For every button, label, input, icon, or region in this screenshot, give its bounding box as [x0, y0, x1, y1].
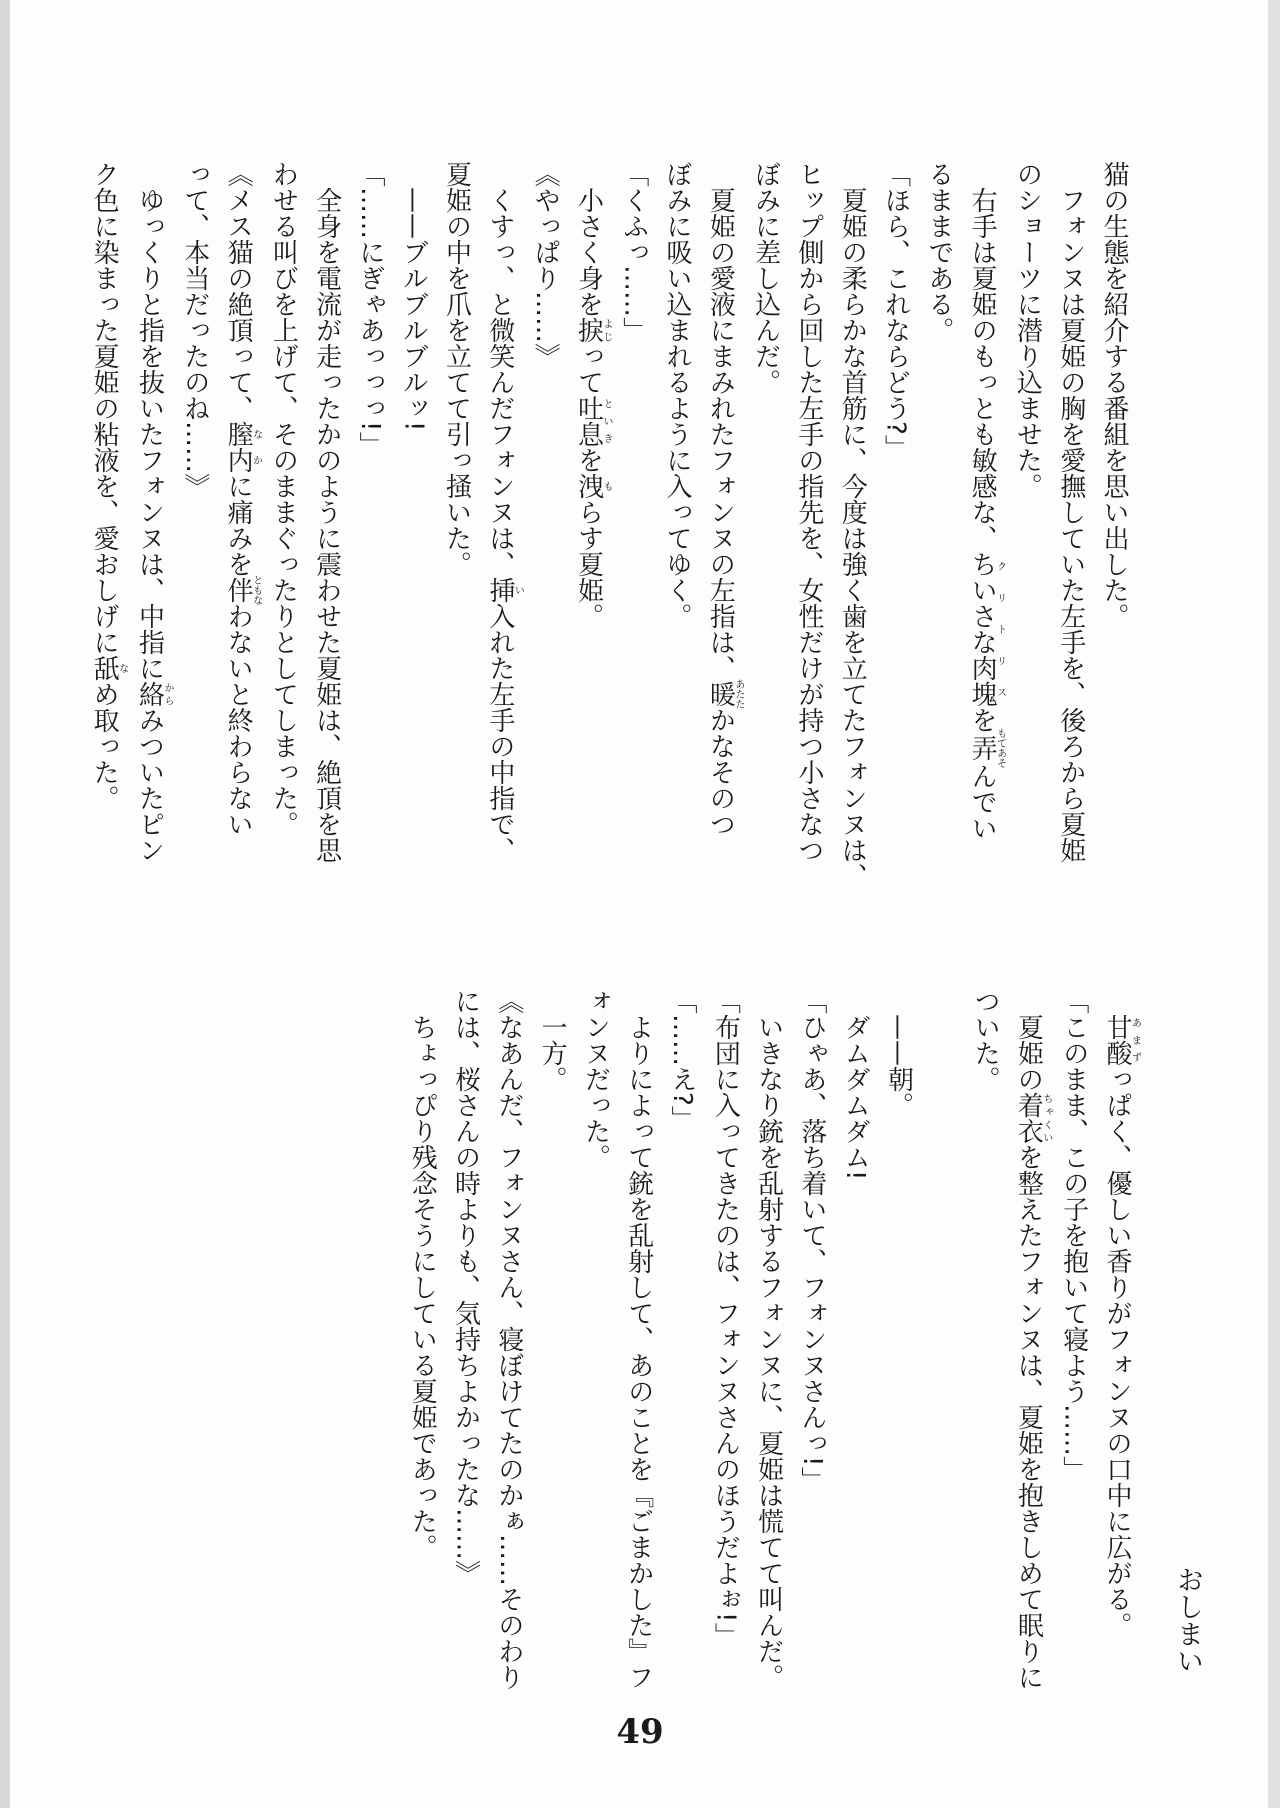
- story-text-upper: [82, 161, 1135, 889]
- ruby-text: [1102, 1014, 1141, 1066]
- text-run: ダムダムダム!: [840, 988, 871, 1181]
- ruby-base: 洩: [573, 473, 604, 499]
- text-line: [566, 161, 611, 866]
- text-run: 夏姫の愛液にまみれたフォンヌの左指は、: [705, 161, 736, 681]
- text-line: [917, 161, 960, 866]
- text-line: [698, 161, 743, 866]
- ruby-reading: な: [116, 655, 128, 681]
- text-run: いきなり銃を乱射するフォンヌに、夏姫は慌てて叫んだ。: [753, 988, 784, 1690]
- text-run: ついた。: [970, 988, 1001, 1092]
- ruby-base: 着衣: [1013, 1092, 1044, 1144]
- text-line: [216, 161, 261, 866]
- ruby-text: [89, 655, 128, 681]
- ruby-base: 挿: [484, 577, 515, 603]
- text-line: [830, 161, 873, 889]
- text-line: [400, 988, 443, 1693]
- text-run: らす夏姫。: [573, 499, 604, 629]
- text-run: のショーツに潜り込ませた。: [1012, 161, 1043, 499]
- text-run: 《なあんだ、フォンヌさん、寝ぼけてたのかぁ……そのわり: [493, 988, 524, 1690]
- text-run: ぼみに差し込んだ。: [750, 161, 781, 395]
- text-run: みついたピン: [134, 707, 165, 863]
- ruby-text: [573, 395, 612, 447]
- text-run: ——ブルブルブルッ!: [398, 161, 429, 432]
- text-line: [348, 161, 391, 866]
- text-run: んでい: [967, 763, 998, 841]
- text-line: [1095, 988, 1140, 1693]
- page-number: 49: [616, 1712, 664, 1752]
- text-run: を整えたフォンヌは、夏姫を抱きしめて眠りに: [1013, 1144, 1044, 1690]
- text-run: 入れた左手の中指で、: [484, 603, 515, 863]
- ruby-base: 伴: [223, 575, 254, 605]
- text-run: くすっ、と微笑んだフォンヌは、: [484, 161, 515, 577]
- text-run: 「ひゃあ、落ち着いて、フォンヌさんっ!」: [796, 988, 827, 1493]
- text-run: って、本当だったのね……》: [179, 161, 210, 499]
- text-line: [443, 988, 486, 1693]
- text-run: フォンヌは夏姫の胸を愛撫していた左手を、後ろから夏姫: [1055, 161, 1086, 863]
- text-run: 夏姫の: [1013, 988, 1044, 1092]
- ruby-base: 暖: [705, 679, 736, 709]
- text-run: [1102, 988, 1132, 1014]
- ruby-base: 弄: [967, 728, 998, 768]
- text-line: [530, 988, 573, 1693]
- text-run: かなそのつ: [705, 707, 736, 837]
- text-line: [790, 988, 833, 1693]
- ruby-base: 舐: [89, 655, 120, 681]
- text-line: [523, 161, 566, 866]
- ruby-reading: なか: [250, 421, 262, 473]
- text-line: [261, 161, 304, 866]
- text-run: ヒップ側から回した左手の指先を、女性だけが持つ小さなつ: [793, 161, 824, 863]
- text-run: って: [573, 343, 604, 395]
- text-line: [787, 161, 830, 866]
- ruby-text: [134, 681, 173, 707]
- text-line: [434, 161, 477, 866]
- text-line: [573, 988, 616, 1693]
- ruby-base: ちいさな肉塊: [967, 551, 998, 707]
- text-line: [1051, 988, 1094, 1693]
- ruby-reading: い: [512, 577, 524, 603]
- ruby-text: [573, 473, 612, 499]
- ruby-text: [223, 575, 262, 605]
- text-run: ォンヌだった。: [580, 988, 611, 1170]
- text-line: [1048, 161, 1091, 866]
- text-line: [743, 161, 786, 866]
- text-line: [127, 161, 172, 866]
- ruby-reading: よじ: [600, 317, 612, 343]
- text-run: 小さく身を: [573, 161, 604, 317]
- text-line: [172, 161, 215, 866]
- text-line: [391, 161, 434, 866]
- text-run: ゆっくりと指を抜いたフォンヌは、中指に: [134, 161, 165, 681]
- text-line: [655, 161, 698, 866]
- text-run: 《メス猫の絶頂って、: [223, 161, 254, 421]
- ruby-reading: クリトリス: [994, 551, 1006, 707]
- text-run: 《やっぱり……》: [530, 161, 561, 369]
- ruby-reading: もてあそ: [994, 728, 1006, 768]
- text-run: 猫の生態を紹介する番組を思い出した。: [1099, 161, 1129, 629]
- text-line: [82, 161, 127, 866]
- text-line: [703, 988, 746, 1693]
- ruby-reading: ちゃくい: [1040, 1092, 1052, 1144]
- text-run: ——朝。: [883, 988, 914, 1118]
- text-run: 全身を電流が走ったかのように震わせた夏姫は、絶頂を思: [311, 161, 342, 863]
- ruby-reading: も: [600, 473, 612, 499]
- ruby-text: [967, 551, 1006, 707]
- ruby-text: [967, 728, 1006, 768]
- text-line: [1092, 161, 1135, 866]
- text-run: ちょっぴり残念そうにしている夏姫であった。: [407, 988, 438, 1560]
- ruby-reading: あまず: [1129, 1014, 1141, 1066]
- text-run: ぼみに吸い込まれるように入ってゆく。: [662, 161, 693, 629]
- text-run: を: [573, 447, 604, 473]
- text-line: [873, 161, 916, 866]
- ruby-base: 膣内: [223, 421, 254, 473]
- ruby-base: 捩: [573, 317, 604, 343]
- text-line: [746, 988, 789, 1693]
- text-line: [963, 988, 1006, 1693]
- ruby-reading: ともな: [250, 575, 262, 605]
- text-run: 「……え?」: [667, 988, 698, 1132]
- text-line: [660, 988, 703, 1693]
- story-text-lower: [400, 988, 1140, 1693]
- text-run: ク色に染まった夏姫の粘液を、愛おしげに: [89, 161, 120, 655]
- text-line: [616, 988, 659, 1693]
- text-run: 一方。: [537, 988, 568, 1092]
- text-line: [487, 988, 530, 1693]
- ruby-base: 吐息: [573, 395, 604, 447]
- text-line: [304, 161, 347, 866]
- text-run: には、桜さんの時よりも、気持ちよかったな……》: [450, 988, 481, 1586]
- text-run: め取った。: [89, 681, 120, 811]
- ruby-text: [1013, 1092, 1052, 1144]
- ruby-base: 甘酸: [1102, 1014, 1132, 1066]
- ruby-text: [484, 577, 524, 603]
- ruby-text: [223, 421, 262, 473]
- text-run: 「ほら、これならどう?」: [880, 161, 911, 461]
- text-run: に痛みを: [223, 473, 254, 577]
- text-line: [960, 161, 1005, 866]
- text-run: [927, 988, 957, 996]
- text-run: 夏姫の中を爪を立てて引っ掻いた。: [441, 161, 472, 577]
- ruby-reading: といき: [600, 395, 612, 447]
- text-run: 「くふっ……」: [618, 161, 649, 343]
- text-line: [1006, 988, 1051, 1693]
- text-run: っぱく、優しい香りがフォンヌの口中に広がる。: [1102, 1066, 1132, 1638]
- text-run: 夏姫の柔らかな首筋に、今度は強く歯を立てたフォンヌは、: [837, 161, 868, 889]
- text-run: わないと終わらない: [223, 603, 254, 837]
- text-run: を: [967, 707, 998, 733]
- text-run: るままである。: [923, 161, 954, 343]
- ruby-reading: あたた: [732, 679, 744, 709]
- text-line: [920, 988, 963, 1693]
- ruby-reading: から: [161, 681, 173, 707]
- story-ending: おしまい: [1172, 1566, 1203, 1674]
- text-run: わせる叫びを上げて、そのままぐったりとしてしまった。: [268, 161, 299, 837]
- text-run: 「このまま、この子を抱いて寝よう……」: [1058, 988, 1089, 1482]
- text-line: [876, 988, 919, 1693]
- text-line: [833, 988, 876, 1693]
- ruby-text: [573, 317, 612, 343]
- text-line: [611, 161, 654, 866]
- ruby-text: [705, 679, 744, 709]
- text-run: 「……にぎゃあっっっ!」: [354, 161, 385, 458]
- text-run: よりによって銃を乱射して、あのことを『ごまかした』フ: [623, 988, 654, 1690]
- text-line: [1005, 161, 1048, 866]
- page-edge-shadow: [1268, 0, 1280, 1808]
- text-run: 右手は夏姫のもっとも敏感な、: [967, 161, 998, 551]
- page-edge-shadow: [0, 0, 10, 1808]
- ruby-base: 絡: [134, 681, 165, 707]
- text-run: 「布団に入ってきたのは、フォンヌさんのほうだよぉ!」: [710, 988, 741, 1649]
- text-line: [478, 161, 523, 866]
